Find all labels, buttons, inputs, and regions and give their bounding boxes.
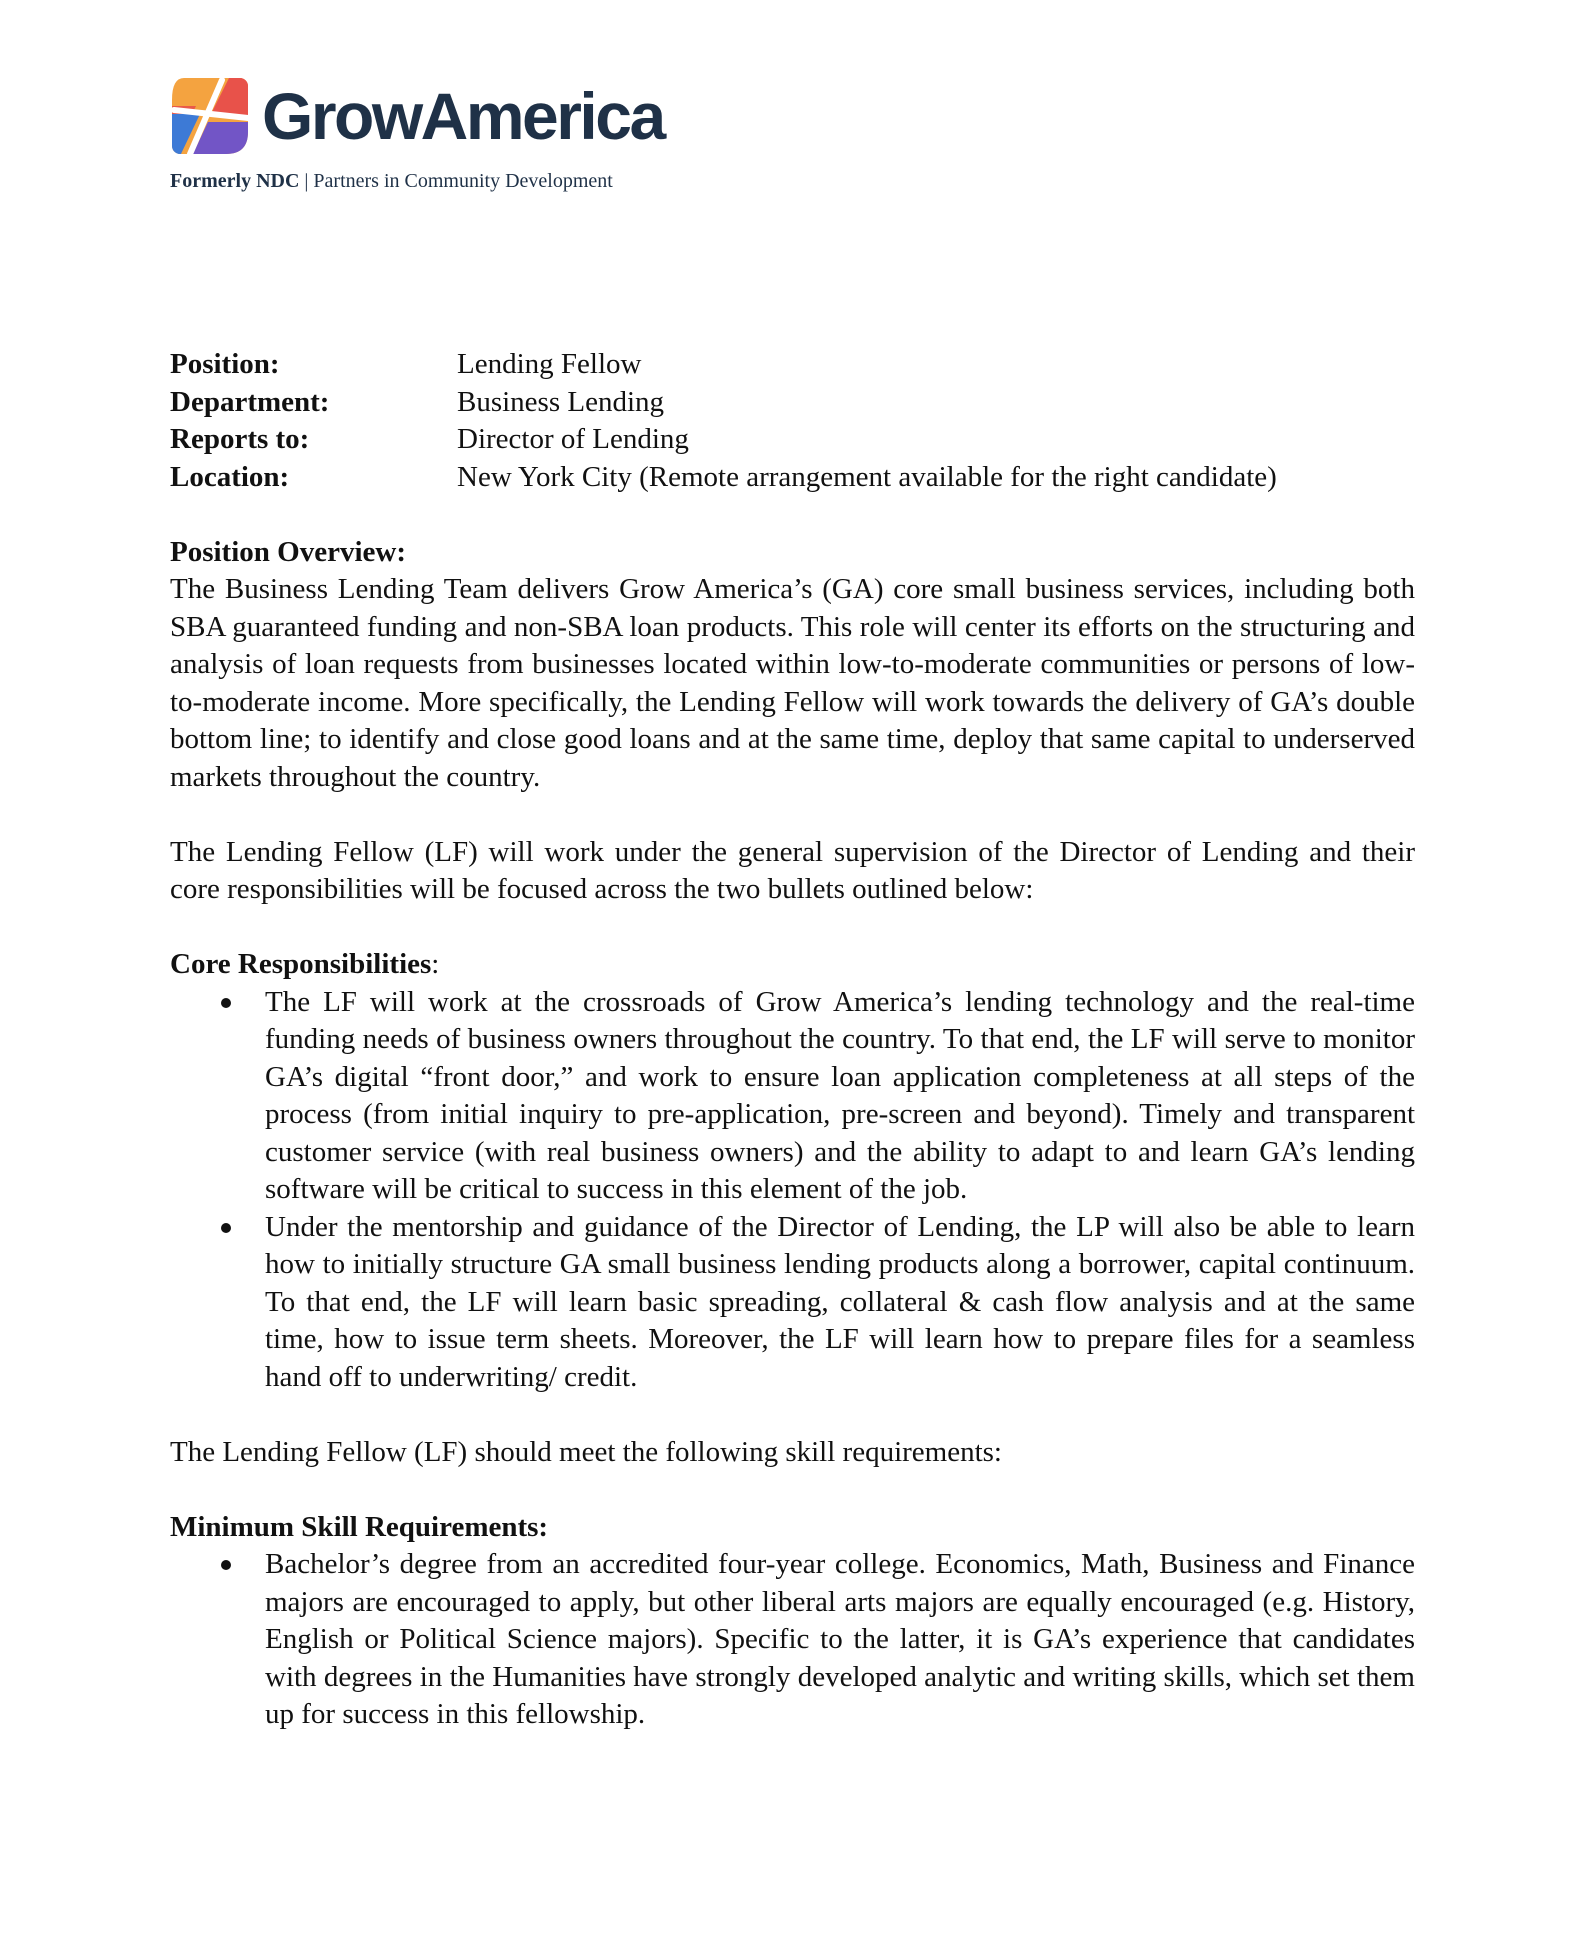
bullet-icon xyxy=(221,998,231,1008)
list-item-text: The LF will work at the crossroads of Grow America’s lending technology and the real-time funding needs of business owners throughout the country. To that end, the LF will serve to monitor GA’s digital “front door,” and work to ensure loan application completeness at all steps of the process (from initial inquiry to pre-application, pre-screen and beyond). Timely and transparent customer service (with real business owners) and the ability to adapt to and learn GA’s lending software will be critical to success in this element of the job. xyxy=(265,985,1415,1205)
grow-america-logo-icon xyxy=(170,76,250,156)
meta-row-department xyxy=(170,384,1415,422)
logo-tagline-rest: | Partners in Community Development xyxy=(299,170,613,192)
position-overview-heading: Position Overview: xyxy=(170,535,406,568)
meta-label: Reports to: xyxy=(170,423,310,455)
core-responsibilities-heading xyxy=(170,946,1415,984)
meta-label: Location: xyxy=(170,460,290,493)
list-item-text: Under the mentorship and guidance of the Director of Lending, the LP will also be able to learn how to initially structure GA small business lending products along a borrower, capital continuum. To that end, the LF will learn basic spreading, collateral & cash flow analysis and at the same time, how to issue term sheets. Moreover, the LF will learn how to prepare files for a seamless hand off to underwriting/ credit. xyxy=(265,1210,1415,1393)
logo-wordmark: GrowAmerica xyxy=(262,79,664,153)
core-responsibilities-colon: : xyxy=(431,948,440,980)
position-overview-paragraph: The Business Lending Team delivers Grow America’s (GA) core small business services, including both SBA guaranteed funding and non-SBA loan products. This role will center its efforts on the structuring and analysis of loan requests from businesses located within low-to-moderate communities or persons of low-to-moderate income. More specifically, the Lending Fellow will work towards the delivery of GA’s double bottom line; to identify and close good loans and at the same time, deploy that same capital to underserved markets throughout the country. xyxy=(170,573,1415,793)
meta-row-reports-to xyxy=(170,421,1415,459)
bullet-icon xyxy=(221,1223,231,1233)
list-item xyxy=(170,984,1415,1209)
list-item xyxy=(170,1209,1415,1397)
logo-tagline xyxy=(170,170,613,193)
meta-row-location xyxy=(170,459,1415,497)
core-responsibilities-list xyxy=(170,984,1415,1397)
skill-requirements-list xyxy=(170,1546,1415,1734)
position-details xyxy=(170,346,1415,496)
document-page xyxy=(170,70,1415,1734)
bullet-icon xyxy=(221,1560,231,1570)
meta-value: New York City (Remote arrangement available for the right candidate) xyxy=(457,460,1277,493)
meta-row-position xyxy=(170,346,1415,384)
meta-value: Business Lending xyxy=(457,385,665,418)
core-responsibilities-heading-text: Core Responsibilities xyxy=(170,948,432,980)
logo-tagline-bold: Formerly NDC xyxy=(170,170,300,192)
list-item xyxy=(170,1546,1415,1734)
list-item-text: Bachelor’s degree from an accredited four-year college. Economics, Math, Business and Finance majors are encouraged to apply, but other liberal arts majors are equally encouraged (e.g. History, English or Political Science majors). Specific to the latter, it is GA’s experience that candidates with degrees in the Humanities have strongly developed analytic and writing skills, which set them up for success in this fellowship. xyxy=(265,1548,1415,1730)
meta-label: Department: xyxy=(170,385,330,418)
supervision-paragraph: The Lending Fellow (LF) will work under the general supervision of the Director of Lending and their core responsibilities will be focused across the two bullets outlined below: xyxy=(170,835,1415,905)
meta-label: Position: xyxy=(170,348,280,380)
skills-intro-paragraph: The Lending Fellow (LF) should meet the following skill requirements: xyxy=(170,1435,1002,1468)
minimum-skill-requirements-heading: Minimum Skill Requirements: xyxy=(170,1510,549,1543)
meta-value: Director of Lending xyxy=(457,423,689,455)
grow-america-logo xyxy=(170,70,1415,200)
meta-value: Lending Fellow xyxy=(457,348,642,380)
